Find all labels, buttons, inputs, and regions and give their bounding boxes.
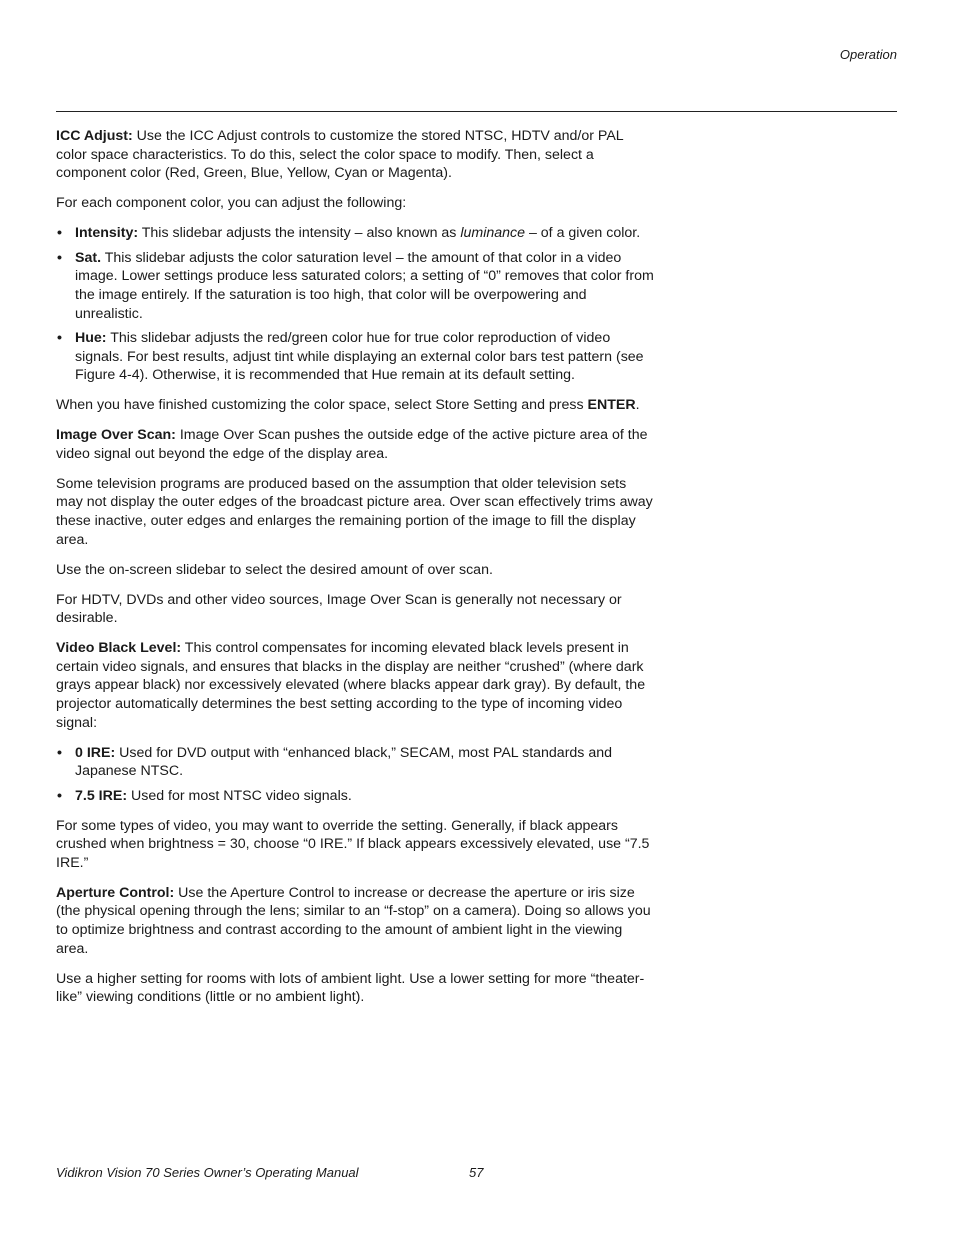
- hue-label: Hue:: [75, 330, 107, 347]
- black-level-override-note: For some types of video, you may want to override the setting. Generally, if black appears crushed when brightness = 30, choose “0 IRE.” If black appears excessively elevated, use “7.5 IRE.”: [56, 817, 650, 871]
- intensity-text-end: – of a given color.: [525, 225, 641, 242]
- sat-label: Sat.: [75, 249, 102, 266]
- store-setting-paragraph: [56, 396, 656, 415]
- list-item-sat: [56, 249, 656, 323]
- component-adjust-list: [56, 224, 656, 385]
- ire0-label: 0 IRE:: [75, 744, 116, 761]
- icc-adjust-paragraph: [56, 127, 656, 183]
- store-setting-text: When you have finished customizing the color space, select Store Setting and press: [56, 397, 588, 414]
- over-scan-slidebar-note: Use the on-screen slidebar to select the desired amount of over scan.: [56, 561, 493, 578]
- aperture-control-text: Use the Aperture Control to increase or decrease the aperture or iris size (the physical opening through the lens; similar to an “f-stop” on a camera). Doing so allows you to optimize brightness and contrast according to the amount of ambient light in the viewing area.: [56, 884, 651, 957]
- list-item-hue: [56, 329, 656, 385]
- list-item-0-ire: [56, 744, 656, 781]
- image-over-scan-text: Image Over Scan pushes the outside edge of the active picture area of the video signal out beyond the edge of the display area.: [56, 427, 648, 462]
- luminance-emphasis: luminance: [460, 225, 526, 242]
- video-black-level-label: Video Black Level:: [56, 640, 182, 657]
- over-scan-explanation: Some television programs are produced based on the assumption that older television sets may not display the outer edges of the broadcast picture area. Over scan effectively trims away these inactive, outer edges and enlarges the remaining portion of the image to fill the display area.: [56, 475, 653, 548]
- store-setting-period: .: [635, 397, 640, 414]
- aperture-control-label: Aperture Control:: [56, 884, 175, 901]
- footer-manual-title: Vidikron Vision 70 Series Owner’s Operating Manual: [56, 1165, 359, 1180]
- image-over-scan-paragraph: [56, 426, 656, 463]
- black-level-list: [56, 744, 656, 806]
- hue-text: This slidebar adjusts the red/green color hue for true color reproduction of video signals. For best results, adjust tint while displaying an external color bars test pattern (see Figure 4-4). Otherwise, it is recommended that Hue remain at its default setting.: [75, 330, 644, 384]
- sat-text: This slidebar adjusts the color saturation level – the amount of that color in a video image. Lower settings produce less saturated colors; a setting of “0” removes that color from the image entirely. If the saturation is too high, that color will be overpowering and unrealistic.: [75, 249, 654, 322]
- intensity-label: Intensity:: [75, 225, 139, 242]
- page-body: [56, 127, 656, 1018]
- list-item-intensity: [56, 224, 656, 243]
- component-color-intro: For each component color, you can adjust the following:: [56, 195, 407, 212]
- list-item-7-5-ire: [56, 787, 656, 806]
- ire75-text: Used for most NTSC video signals.: [127, 787, 352, 804]
- ire75-label: 7.5 IRE:: [75, 787, 128, 804]
- enter-key-label: ENTER: [587, 397, 636, 414]
- image-over-scan-label: Image Over Scan:: [56, 427, 176, 444]
- video-black-level-paragraph: [56, 639, 656, 732]
- footer-page-number: 57: [469, 1165, 484, 1180]
- ire0-text: Used for DVD output with “enhanced black,” SECAM, most PAL standards and Japanese NTSC.: [75, 744, 613, 780]
- over-scan-hdtv-note: For HDTV, DVDs and other video sources, Image Over Scan is generally not necessary or desirable.: [56, 591, 622, 627]
- icc-adjust-text: Use the ICC Adjust controls to customize the stored NTSC, HDTV and/or PAL color space characteristics. To do this, select the color space to modify. Then, select a component color (Red, Green, Blue, Yellow, Cyan or Magenta).: [56, 128, 624, 182]
- aperture-control-paragraph: [56, 884, 656, 958]
- video-black-level-text: This control compensates for incoming elevated black levels present in certain video signals, and ensures that blacks in the display are neither “crushed” (where dark grays appear black) nor excessively elevated (where blacks appear dark gray). By default, the projector automatically determines the best setting according to the type of incoming video signal:: [56, 640, 646, 731]
- icc-adjust-label: ICC Adjust:: [56, 128, 133, 144]
- intensity-text: This slidebar adjusts the intensity – also known as: [138, 225, 461, 242]
- aperture-setting-note: Use a higher setting for rooms with lots of ambient light. Use a lower setting for more “theater-like” viewing conditions (little or no ambient light).: [56, 970, 645, 1006]
- running-header-section: Operation: [839, 47, 897, 62]
- header-divider: [56, 111, 897, 112]
